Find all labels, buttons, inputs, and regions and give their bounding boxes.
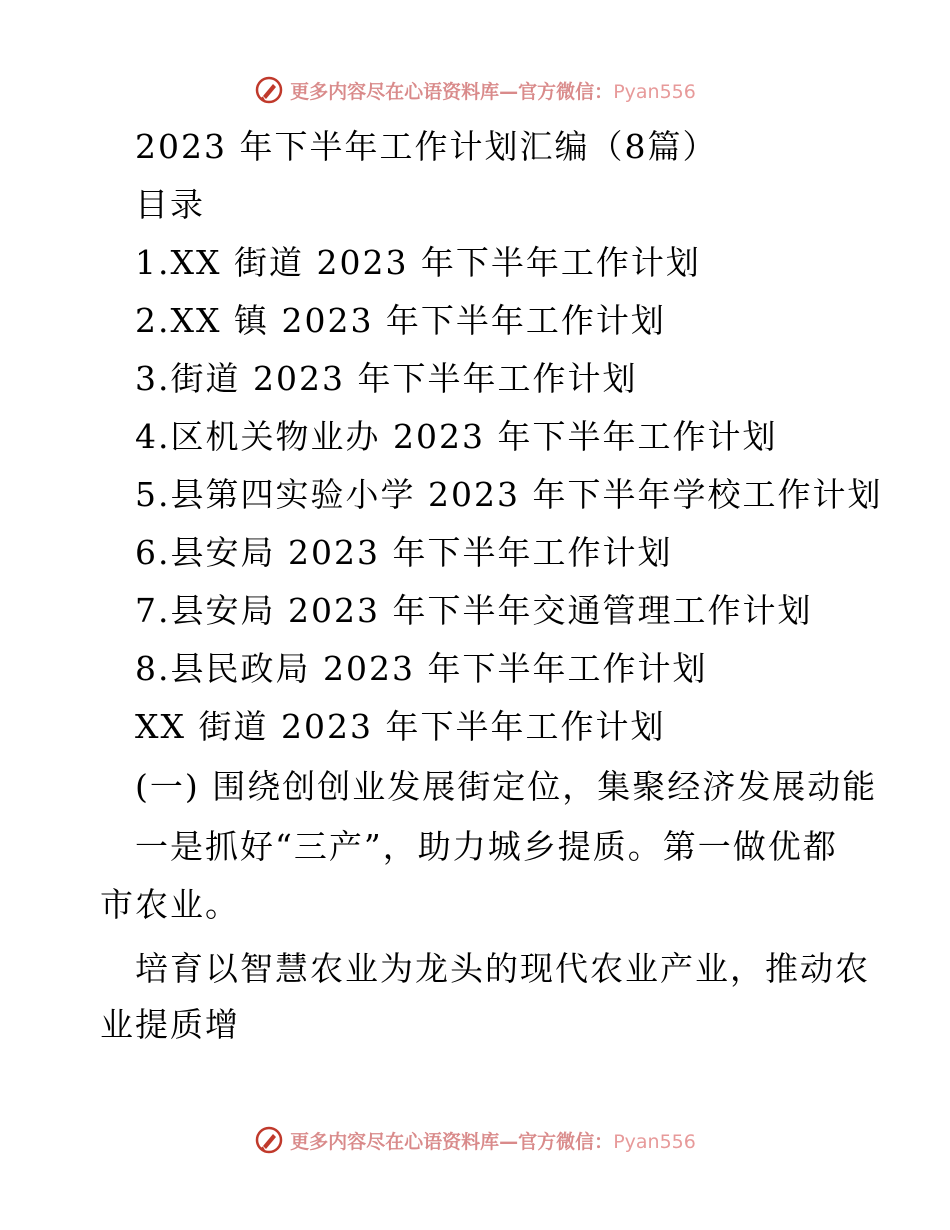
toc-item: 8.县民政局 2023 年下半年工作计划 — [135, 649, 708, 688]
watermark-text: 更多内容尽在心语资料库—官方微信：Pyan556 — [290, 80, 696, 103]
toc-item: 5.县第四实验小学 2023 年下半年学校工作计划 — [135, 475, 883, 514]
toc-heading: 目录 — [135, 185, 205, 224]
watermark-text: 更多内容尽在心语资料库—官方微信：Pyan556 — [290, 1130, 696, 1153]
paragraph-line: 一是抓好“三产”，助力城乡提质。第一做优都 — [135, 827, 838, 866]
footer-watermark — [0, 1120, 950, 1160]
paragraph-line: 培育以智慧农业为龙头的现代农业产业，推动农 — [135, 949, 870, 988]
toc-item: 7.县安局 2023 年下半年交通管理工作计划 — [135, 591, 813, 630]
toc-item: 4.区机关物业办 2023 年下半年工作计划 — [135, 417, 778, 456]
toc-item: 3.街道 2023 年下半年工作计划 — [135, 359, 638, 398]
paragraph-line: (一) 围绕创创业发展街定位，集聚经济发展动能 — [135, 767, 878, 806]
document-title: 2023 年下半年工作计划汇编（8篇） — [135, 127, 718, 166]
header-watermark — [0, 70, 950, 110]
toc-item: 2.XX 镇 2023 年下半年工作计划 — [135, 301, 666, 340]
section-title: XX 街道 2023 年下半年工作计划 — [135, 707, 666, 746]
paragraph-line: 市农业。 — [100, 885, 240, 924]
toc-item: 6.县安局 2023 年下半年工作计划 — [135, 533, 673, 572]
toc-item: 1.XX 街道 2023 年下半年工作计划 — [135, 243, 701, 282]
pen-logo-icon — [254, 1125, 284, 1155]
paragraph-line: 业提质增 — [100, 1005, 240, 1044]
pen-logo-icon — [254, 75, 284, 105]
